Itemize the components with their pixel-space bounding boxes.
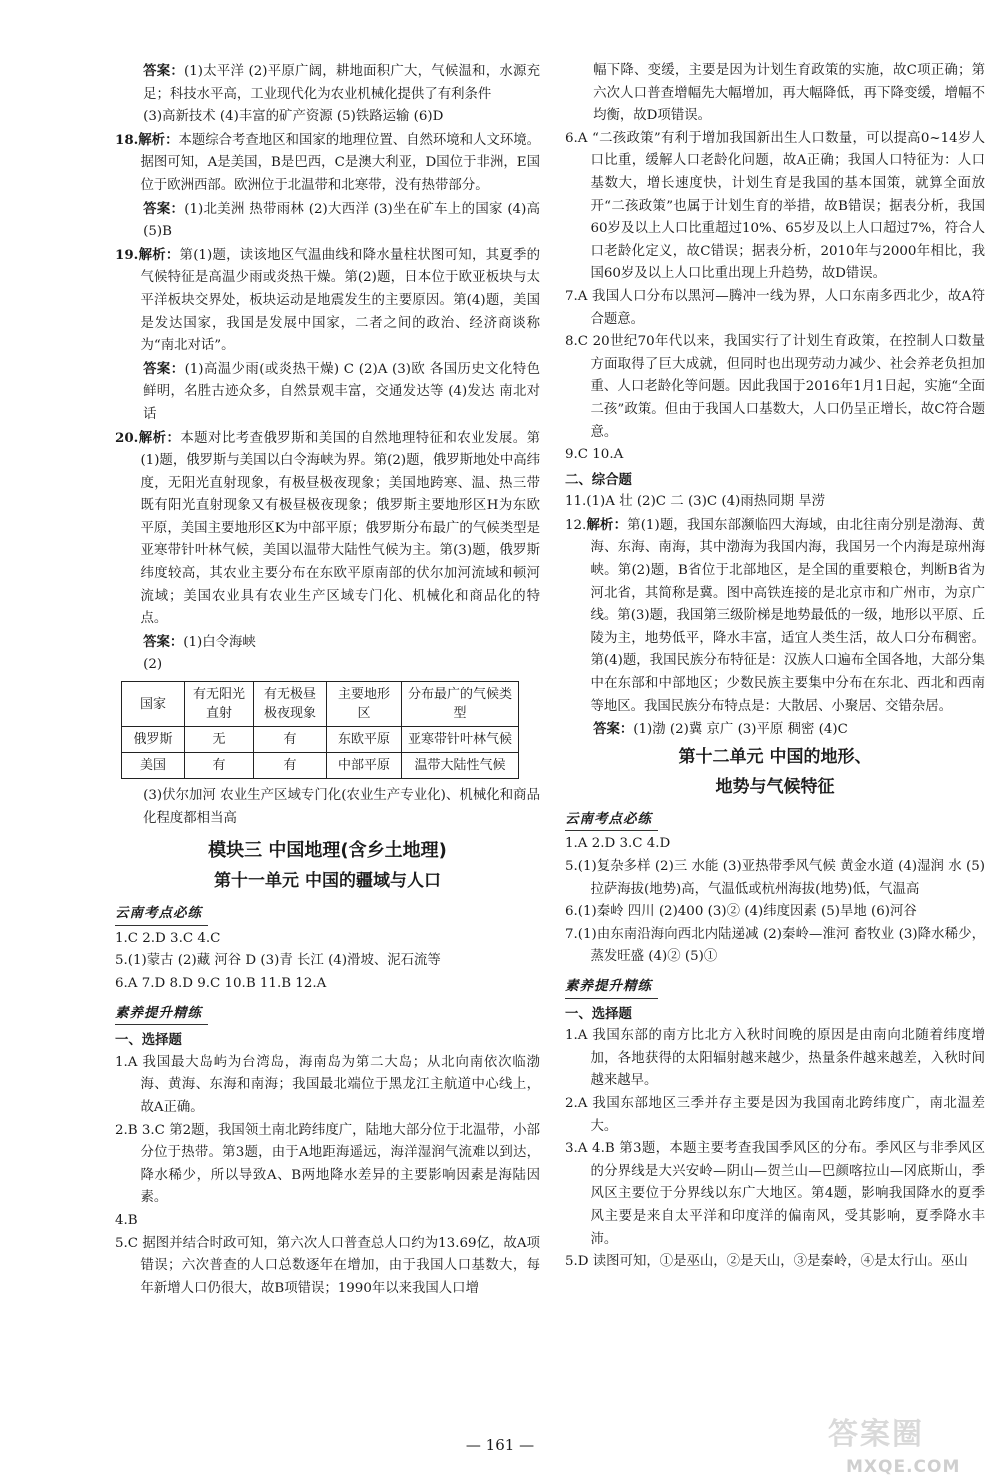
choice-answer: 3.A 4.B 第3题，本题主要考查我国季风区的分布。季风区与非季风区的分界线是大兴安岭—阴山—贺兰山—巴颜喀拉山—冈底斯山，季风区主要位于分界线以东广大地区。第4题，影响我国降水的夏季风主要是来自太平洋和印度洋的偏南风，受其影响，夏季降水丰沛。 <box>565 1141 985 1247</box>
subheading-comprehensive: 二、综合题 <box>565 471 632 488</box>
question-18-answer: 答案：(1)北美洲 热带雨林 (2)大西洋 (3)坐在矿车上的国家 (4)高 (5)B <box>143 200 541 240</box>
section-header-yunnan: 云南考点必练 <box>115 902 208 926</box>
choice-answer: 7.A 我国人口分布以黑河—腾冲一线为界，人口东南多西北少，故A符合题意。 <box>565 288 985 327</box>
choice-answer: 9.C 10.A <box>565 447 624 463</box>
table-header-cell: 有无阳光直射 <box>185 682 254 727</box>
unit-12-title-line1: 第十二单元 中国的地形、 <box>678 746 872 767</box>
choice-answer: 1.A 我国东部的南方比北方入秋时间晚的原因是由南向北随着纬度增加，各地获得的太阳辐射越来越少，热量条件越来越差，入秋时间越来越早。 <box>565 1028 985 1089</box>
choice-answer: 6.A “二孩政策”有利于增加我国新出生人口数量，可以提高0~14岁人口比重，缓解人口老龄化问题，故A正确；我国人口特征为：人口基数大，增长速度快，计划生育是我国的基本国策，就算全面放开“二孩政策”也属于计划生育的举措，故B错误；据表分析，我国60岁及以上人口比重超过10%、65岁及以上人口超过7%，符合人口老龄化定义，故C错误；据表分析，2010年与2000年相比，我国60岁及以上人口比重出现上升趋势，故D错误。 <box>565 130 985 282</box>
section-header-suyang: 素养提升精练 <box>565 975 658 999</box>
table-cell: 东欧平原 <box>327 727 402 753</box>
unit-12-answer-line: 5.(1)复杂多样 (2)三 水能 (3)亚热带季风气候 黄金水道 (4)湿润 水 (5)拉萨海拔(地势)高，气温低或杭州海拔(地势)低，气温高 <box>565 859 985 897</box>
choice-answer: 5.C 据图并结合时政可知，第六次人口普查总人口约为13.69亿，故A项错误；六次普查的人口总数逐年在增加，由于我国人口基数大，每年新增人口仍很大，故B项错误；1990年以来我国人口增 <box>115 1235 540 1296</box>
table-cell: 中部平原 <box>327 753 402 779</box>
table-header-cell: 分布最广的气候类型 <box>402 682 519 727</box>
unit-11-answer-line: 1.C 2.D 3.C 4.C <box>115 930 221 946</box>
comprehensive-answer: 11.(1)A 壮 (2)C 二 (3)C (4)雨热同期 旱涝 <box>565 494 825 510</box>
question-12-answer: 答案：(1)渤 (2)冀 京广 (3)平原 稠密 (4)C <box>593 721 848 738</box>
choice-answer: 2.B 3.C 第2题，我国领土南北跨纬度广，陆地大部分位于北温带，小部分位于热带。第3题，由于A地距海遥远，海洋湿润气流难以到达，降水稀少，所以导致A、B两地降水差异的主要影响因素是海陆因素。 <box>115 1122 540 1206</box>
page-number: — 161 — <box>465 1436 535 1454</box>
watermark-text: 答案圈 <box>828 1417 924 1452</box>
table-cell: 美国 <box>122 753 185 779</box>
unit-11-answer-line: 6.A 7.D 8.D 9.C 10.B 11.B 12.A <box>115 976 327 991</box>
table-header-cell: 有无极昼极夜现象 <box>254 682 327 727</box>
table-cell: 有 <box>254 727 327 753</box>
question-20-answer-3: (3)伏尔加河 农业生产区域专门化(农业生产专业化)、机械化和商品化程度都相当高 <box>143 788 540 826</box>
left-column <box>115 60 540 1300</box>
section-header-suyang: 素养提升精练 <box>115 1002 208 1026</box>
subheading-choice: 一、选择题 <box>115 1032 182 1049</box>
table-cell: 有 <box>185 753 254 779</box>
question-12-analysis: 12.解析：第(1)题，我国东部濒临四大海域，由北往南分别是渤海、黄海、东海、南海，其中渤海为我国内海，我国另一个内海是琼州海峡。第(2)题，B省位于北部地区，是全国的重要粮仓，判断B省为河北省，其简称是冀。图中高铁连接的是北京市和广州市，为京广线。第(3)题，我国第三级阶梯是地势最低的一级，地形以平原、丘陵为主，地势低平，降水丰富，适宜人类生活，故人口分布稠密。第(4)题，我国民族分布特征是：汉族人口遍布全国各地，大部分集中在东部和中部地区；少数民族主要集中分布在东北、西北和西南等地区。我国民族分布特点是：大散居、小聚居、交错杂居。 <box>565 516 986 714</box>
question-20-answer-2: (2) <box>143 657 163 673</box>
unit-12-title-line2: 地势与气候特征 <box>715 776 835 797</box>
watermark-url: MXQE.COM <box>846 1457 961 1477</box>
table-cell: 俄罗斯 <box>122 727 185 753</box>
table-header-cell: 国家 <box>122 682 185 727</box>
question-20-analysis: 20.解析：本题对比考查俄罗斯和美国的自然地理特征和农业发展。第(1)题，俄罗斯与美国以白令海峡为界。第(2)题，俄罗斯地处中高纬度，无阳光直射现象，有极昼极夜现象；美国地跨寒、温、热三带既有阳光直射现象又有极昼极夜现象；俄罗斯主要地形区H为东欧平原，美国主要地形区K为中部平原；俄罗斯分布最广的气候类型是亚寒带针叶林气候，美国以温带大陆性气候为主。第(3)题，俄罗斯纬度较高，其农业主要分布在东欧平原南部的伏尔加河流域和顿河流域；美国农业具有农业生产区域专门化、机械化和商品化的特点。 <box>115 429 541 627</box>
module-title: 模块三 中国地理(含乡土地理) <box>208 840 447 862</box>
choice-answer-continued: 幅下降、变缓，主要是因为计划生育政策的实施，故C项正确；第六次人口普查增幅先大幅增加，再大幅降低，再下降变缓，增幅不均衡，故D项错误。 <box>593 63 985 124</box>
choice-answer: 8.C 20世纪70年代以来，我国实行了计划生育政策，在控制人口数量方面取得了巨大成就，但同时也出现劳动力减少、社会养老负担加重、人口老龄化等问题。因此我国于2016年1月1日起，实施“全面二孩”政策。但由于我国人口基数大，人口仍呈正增长，故C符合题意。 <box>565 334 985 440</box>
table-header-row <box>122 682 519 727</box>
table-cell: 温带大陆性气候 <box>402 753 519 779</box>
right-column <box>565 60 985 1274</box>
watermark-logo <box>828 1417 988 1477</box>
table-cell: 亚寒带针叶林气候 <box>402 727 519 753</box>
question-20-answer-1: 答案：(1)白令海峡 <box>143 633 256 650</box>
question-19-analysis: 19.解析：第(1)题，读该地区气温曲线和降水量柱状图可知，其夏季的气候特征是高温少雨或炎热干燥。第(2)题，日本位于欧亚板块与太平洋板块交界处，板块运动是地震发生的主要原因。第(4)题，美国是发达国家，我国是发展中国家，二者之间的政治、经济商谈称为“南北对话”。 <box>115 246 540 354</box>
unit-11-title: 第十一单元 中国的疆域与人口 <box>214 871 441 892</box>
choice-answer: 2.A 我国东部地区三季并存主要是因为我国南北跨纬度广，南北温差大。 <box>565 1095 985 1134</box>
choice-answer: 4.B <box>115 1212 138 1228</box>
unit-12-answer-line: 6.(1)秦岭 四川 (2)400 (3)② (4)纬度因素 (5)旱地 (6)河谷 <box>565 904 917 920</box>
unit-11-answer-line: 5.(1)蒙古 (2)藏 河谷 D (3)青 长江 (4)滑坡、泥石流等 <box>115 953 441 969</box>
comparison-table <box>121 681 519 779</box>
subheading-choice: 一、选择题 <box>565 1005 632 1022</box>
choice-answer: 1.A 我国最大岛屿为台湾岛，海南岛为第二大岛；从北向南依次临渤海、黄海、东海和南海；我国最北端位于黑龙江主航道中心线上，故A正确。 <box>115 1054 540 1115</box>
table-cell: 有 <box>254 753 327 779</box>
answer-17-part2: (3)高新技术 (4)丰富的矿产资源 (5)铁路运输 (6)D <box>143 109 444 125</box>
section-header-yunnan: 云南考点必练 <box>565 808 658 832</box>
table-cell: 无 <box>185 727 254 753</box>
table-row <box>122 727 519 753</box>
choice-answer: 5.D 读图可知，①是巫山，②是天山，③是秦岭，④是太行山。巫山 <box>565 1254 968 1270</box>
table-header-cell: 主要地形区 <box>327 682 402 727</box>
answer-17-part1: 答案：(1)太平洋 (2)平原广阔，耕地面积广大，气候温和，水源充足；科技水平高，工业现代化为农业机械化提供了有利条件 <box>143 63 540 102</box>
table-row <box>122 753 519 779</box>
unit-12-answer-line: 7.(1)由东南沿海向西北内陆递减 (2)秦岭—淮河 畜牧业 (3)降水稀少，蒸发旺盛 (4)② (5)① <box>565 926 985 965</box>
unit-12-answer-line: 1.A 2.D 3.C 4.D <box>565 836 671 852</box>
question-18-analysis: 18.解析：本题综合考查地区和国家的地理位置、自然环境和人文环境。据图可知，A是美国，B是巴西，C是澳大利亚，D国位于非洲，E国位于欧洲西部。欧洲位于北温带和北寒带，没有热带部分。 <box>115 131 541 193</box>
question-19-answer: 答案：(1)高温少雨(或炎热干燥) C (2)A (3)欧 各国历史文化特色鲜明，名胜古迹众多，自然景观丰富，交通发达等 (4)发达 南北对话 <box>143 360 540 422</box>
